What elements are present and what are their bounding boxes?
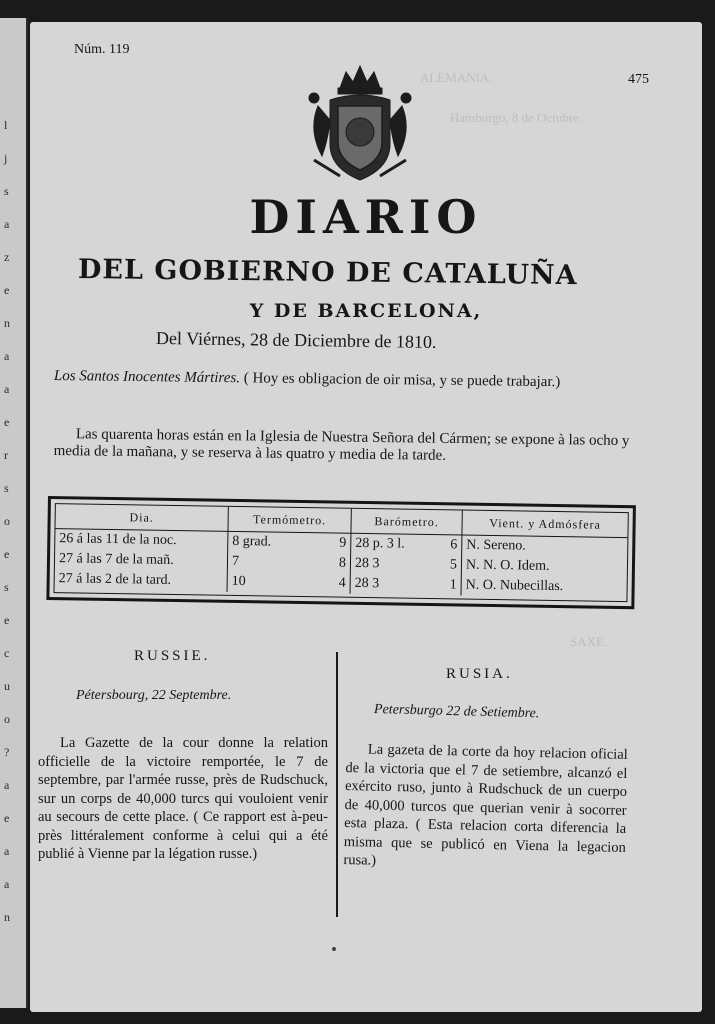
bleed-through-text: Hamburgo, 8 de Octubre. bbox=[450, 110, 583, 125]
issue-number: Núm. 119 bbox=[74, 42, 130, 57]
weather-table bbox=[55, 504, 628, 598]
cell-thermometer: 8 grad. 9 bbox=[228, 531, 351, 553]
left-column-body: La Gazette de la cour donne la relation officielle de la victoire remportée, le 7 de septembre, par l'armée russe, près de Rudschuck, sur un corps de 40,000 turcs qui vouloient venir au secours de cette place. ( Ce rapport est à-peu-près littéralement conforme à celui qui a été publié à Vienne par la légation russe.) bbox=[38, 735, 328, 862]
right-column-heading: RUSIA. bbox=[446, 666, 513, 682]
adjacent-page-fragment: e bbox=[4, 811, 10, 825]
adjacent-page-fragment: z bbox=[4, 250, 10, 264]
cell-wind: N. O. Nubecillas. bbox=[465, 577, 564, 595]
column-divider bbox=[336, 652, 338, 917]
saints-name: Los Santos Inocentes Mártires. bbox=[53, 368, 241, 387]
dateline: Del Viérnes, 28 de Diciembre de 1810. bbox=[155, 328, 437, 352]
adjacent-page-fragment: u bbox=[4, 679, 10, 693]
cell-barometer: 28 3 1 bbox=[350, 574, 461, 596]
masthead-subtitle: DEL GOBIERNO DE CATALUÑA bbox=[77, 254, 578, 292]
adjacent-page-fragment: e bbox=[4, 415, 10, 429]
adjacent-page-fragment: a bbox=[4, 349, 10, 363]
right-column-subheading: Petersburgo 22 de Setiembre. bbox=[373, 702, 540, 722]
bleed-through-text: SAXE. bbox=[570, 634, 608, 649]
ink-dot bbox=[332, 947, 336, 951]
adjacent-page-fragment: r bbox=[4, 448, 8, 462]
page-number: 475 bbox=[628, 72, 649, 87]
adjacent-page-fragment: e bbox=[4, 613, 10, 627]
cell-dia: 27 á las 7 de la mañ. bbox=[55, 549, 228, 572]
cell-wind: N. Sereno. bbox=[466, 537, 526, 554]
adjacent-page-fragment: e bbox=[4, 547, 10, 561]
adjacent-page-fragment: s bbox=[4, 580, 9, 594]
bleed-through-text: ALEMANIA. bbox=[420, 70, 493, 85]
right-column-body: La gazeta de la corte da hoy relacion oficial de la victoria que el 7 de setiembre, alcanzó el exército ruso, junto à Rudschuck de un cuerpo de 40,000 turcos que querian venir à socorrer esta plaza. ( Esta relacion corta diferencia la misma que se publicó en Viena la legacion rusa.) bbox=[343, 741, 628, 869]
adjacent-page-fragment: s bbox=[4, 184, 9, 198]
adjacent-page-fragment: j bbox=[4, 151, 8, 165]
adjacent-page-fragment: e bbox=[4, 283, 10, 297]
adjacent-page-fragment: a bbox=[4, 382, 10, 396]
adjacent-page-fragment: n bbox=[4, 316, 10, 330]
mass-obligation-text: ( Hoy es obligacion de oir misa, y se puede trabajar.) bbox=[243, 370, 561, 391]
cell-thermometer: 7 8 bbox=[227, 552, 350, 574]
adjacent-page-fragment: a bbox=[4, 778, 10, 792]
saints-notice bbox=[54, 368, 644, 392]
cell-barometer: 28 3 5 bbox=[350, 554, 461, 576]
coat-of-arms-icon bbox=[300, 60, 420, 190]
adjacent-page-fragment: a bbox=[4, 844, 10, 858]
adjacent-page-edge bbox=[0, 18, 28, 1008]
cell-thermometer: 10 4 bbox=[227, 572, 350, 594]
cell-dia: 26 á las 11 de la noc. bbox=[55, 529, 228, 552]
newspaper-page bbox=[30, 22, 702, 1012]
weather-table-frame bbox=[46, 496, 636, 609]
adjacent-page-fragment: s bbox=[4, 481, 9, 495]
adjacent-page-fragment: ? bbox=[4, 745, 10, 759]
left-column-subheading: Pétersbourg, 22 Septembre. bbox=[76, 688, 232, 703]
adjacent-page-fragment: a bbox=[4, 877, 10, 891]
adjacent-page-fragment: n bbox=[4, 910, 10, 924]
masthead-title: DIARIO bbox=[249, 190, 483, 244]
adjacent-page-fragment: o bbox=[4, 514, 10, 528]
adjacent-page-fragment: o bbox=[4, 712, 10, 726]
left-column-heading: RUSSIE. bbox=[134, 648, 211, 664]
header-wind: Vient. y Admósfera bbox=[462, 511, 628, 538]
adjacent-page-fragment: l bbox=[4, 118, 8, 132]
cell-barometer: 28 p. 3 l. 6 bbox=[351, 533, 462, 555]
header-dia: Dia. bbox=[55, 504, 228, 531]
header-thermometer: Termómetro. bbox=[228, 507, 351, 533]
masthead-city: Y DE BARCELONA, bbox=[249, 300, 483, 322]
forty-hours-notice: Las quarenta horas están en la Iglesia de Nuestra Señora del Cármen; se expone à las ocho y media de la mañana, y se reserva à las quatro y media de la tarde. bbox=[53, 426, 630, 464]
adjacent-page-fragment: a bbox=[4, 217, 10, 231]
cell-dia: 27 á las 2 de la tard. bbox=[55, 569, 228, 592]
cell-wind: N. N. O. Idem. bbox=[465, 557, 550, 574]
adjacent-page-fragment: c bbox=[4, 646, 10, 660]
header-barometer: Barómetro. bbox=[351, 509, 462, 535]
